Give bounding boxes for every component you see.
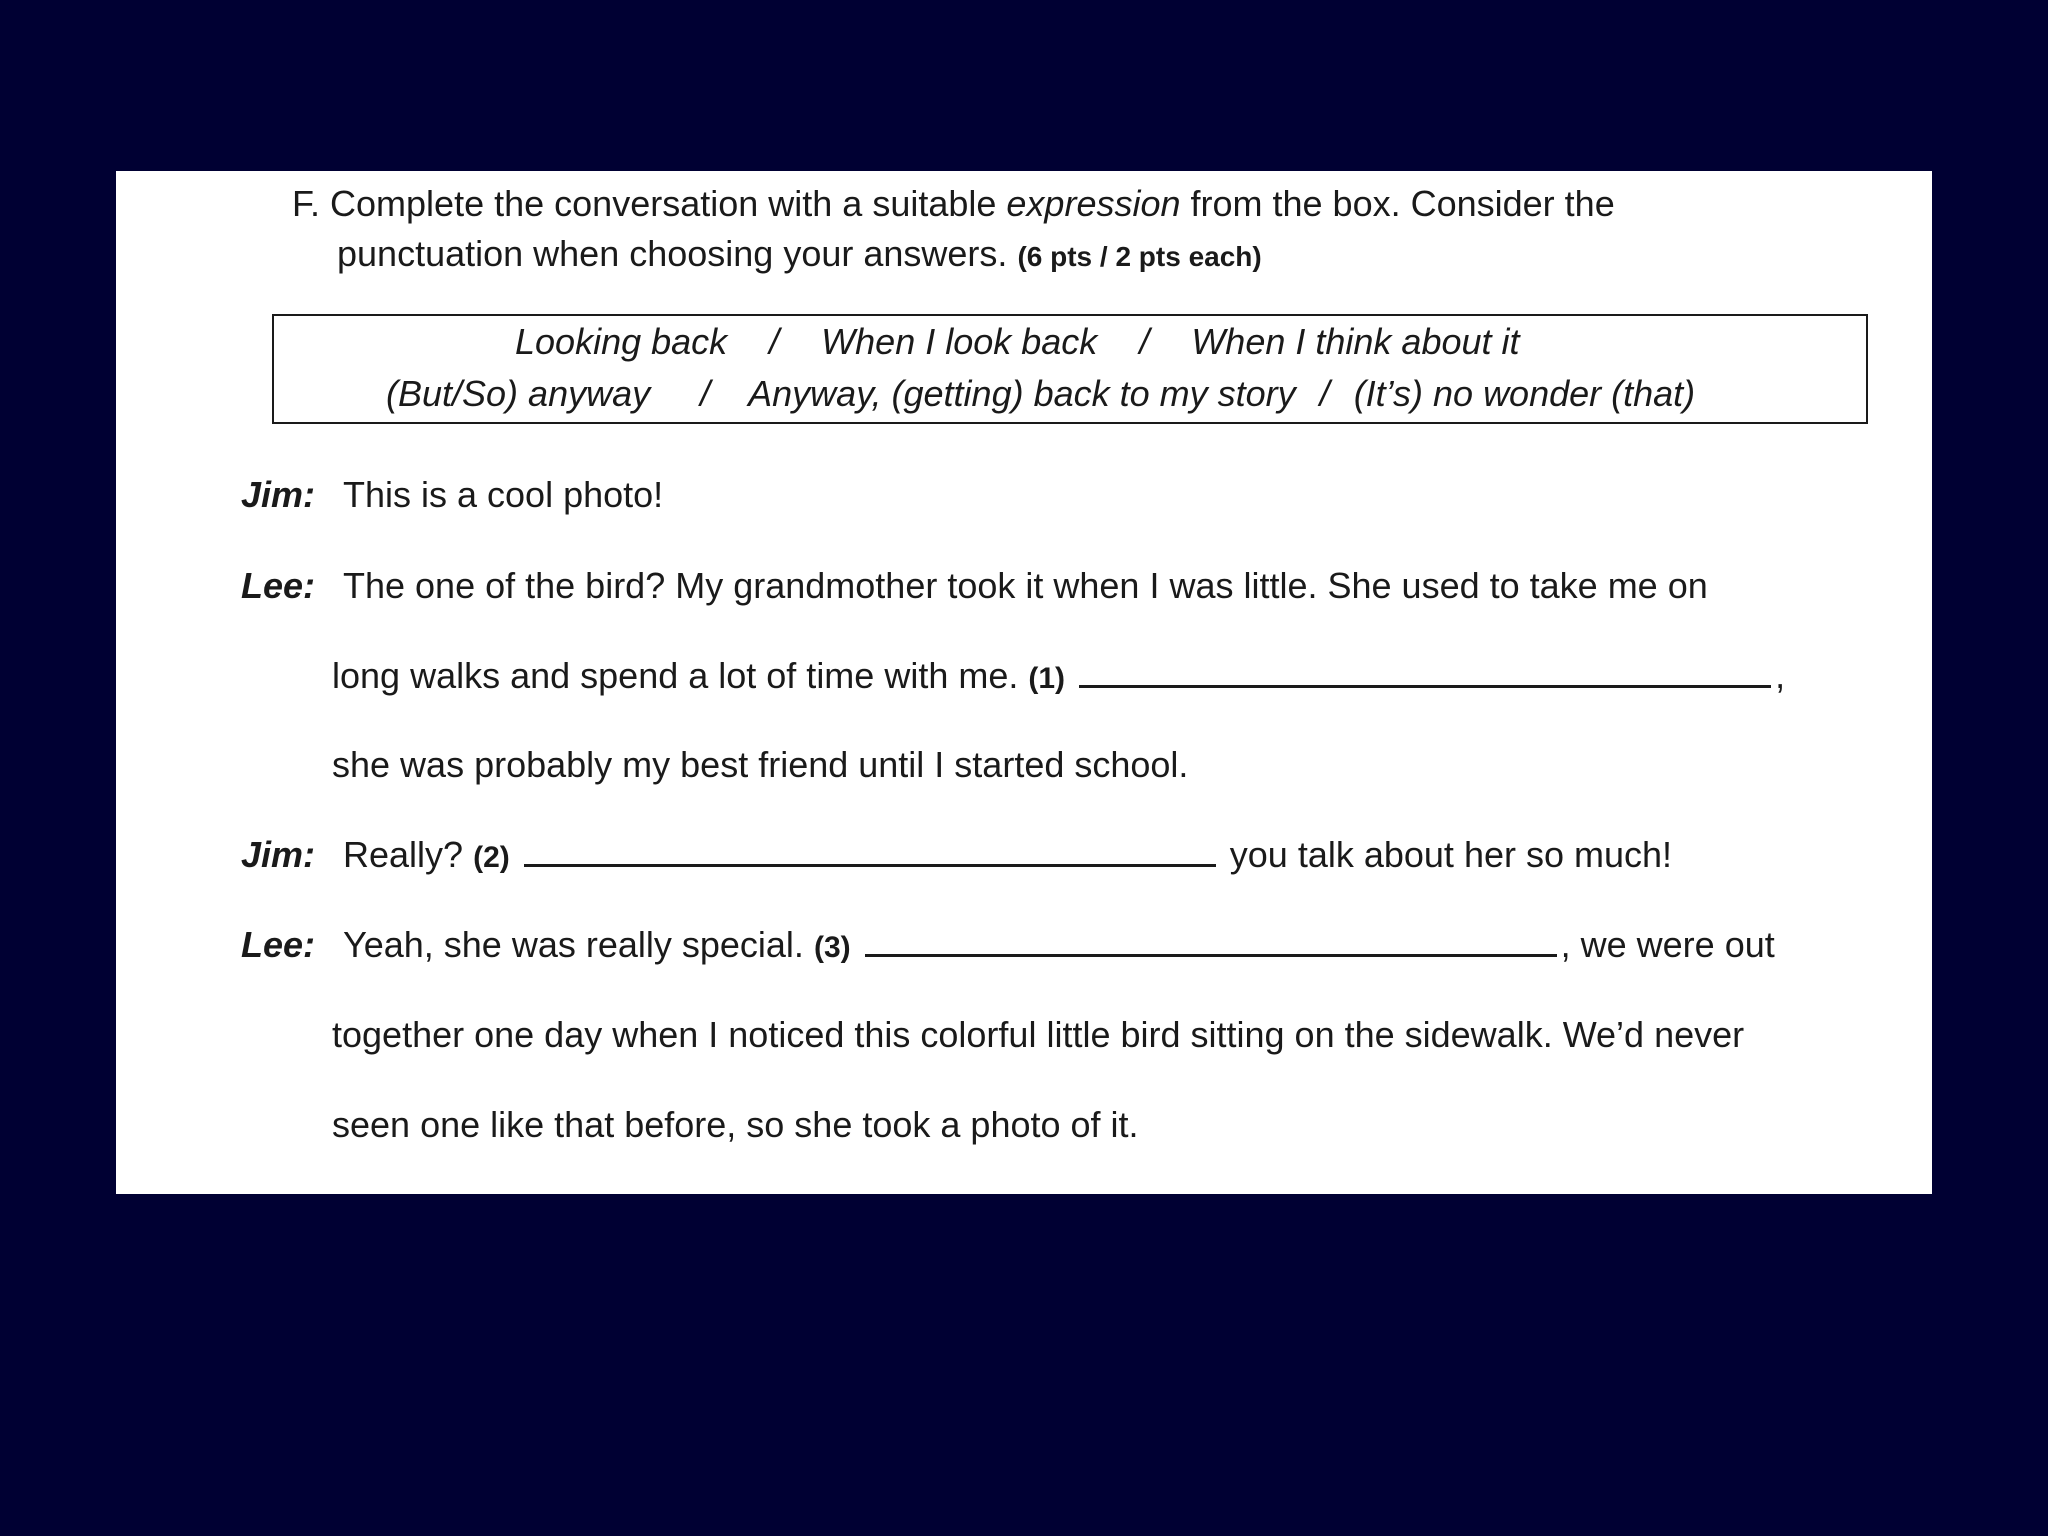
dialogue-text: , we were out — [1560, 924, 1775, 965]
dialogue-text: long walks and spend a lot of time with me. — [332, 655, 1019, 696]
expression-item: When I think about it — [1191, 321, 1520, 362]
dialogue-line-lee-1 — [241, 564, 1708, 608]
instruction-text: Complete the conversation with a suitable — [330, 183, 1007, 224]
blank-number-2: (2) — [473, 841, 510, 874]
points-label: (6 pts / 2 pts each) — [1017, 241, 1262, 272]
dialogue-text: The one of the bird? My grandmother took it when I was little. She used to take me on — [343, 565, 1708, 606]
speaker-label-jim: Jim: — [241, 474, 316, 515]
expression-separator: / — [1319, 373, 1330, 414]
dialogue-text: together one day when I noticed this colorful little bird sitting on the sidewalk. We’d never — [332, 1014, 1745, 1055]
expression-separator: / — [700, 373, 711, 414]
expression-item: When I look back — [821, 321, 1098, 362]
expression-box — [272, 314, 1868, 424]
instruction-line-2 — [337, 232, 1262, 279]
speaker-label-lee: Lee: — [241, 924, 316, 965]
answer-blank-2[interactable] — [524, 834, 1216, 867]
instruction-line2-text: punctuation when choosing your answers. — [337, 233, 1008, 274]
expression-separator: / — [769, 321, 780, 362]
speaker-label-lee: Lee: — [241, 565, 316, 606]
expression-item: Looking back — [515, 321, 728, 362]
section-letter: F. — [292, 183, 321, 224]
blank-number-1: (1) — [1028, 662, 1066, 695]
dialogue-line-jim-1 — [241, 473, 663, 517]
dialogue-text: seen one like that before, so she took a photo of it. — [332, 1104, 1139, 1145]
dialogue-line-lee-1c — [332, 743, 1188, 787]
dialogue-line-jim-2 — [241, 833, 1672, 880]
answer-blank-1[interactable] — [1079, 655, 1771, 688]
expression-item: Anyway, (getting) back to my story — [748, 373, 1296, 414]
speaker-label-jim: Jim: — [241, 834, 316, 875]
dialogue-line-lee-1b — [332, 654, 1785, 701]
dialogue-text: , — [1775, 655, 1786, 696]
dialogue-text: she was probably my best friend until I started school. — [332, 744, 1189, 785]
dialogue-text: This is a cool photo! — [343, 474, 664, 515]
expression-row-2 — [386, 372, 1695, 416]
worksheet-page — [116, 171, 1932, 1194]
expression-row-1 — [515, 320, 1520, 364]
dialogue-text: you talk about her so much! — [1229, 834, 1673, 875]
dialogue-line-lee-2b — [332, 1013, 1744, 1057]
instruction-emphasis: expression — [1006, 183, 1181, 224]
dialogue-line-lee-2 — [241, 923, 1775, 970]
blank-number-3: (3) — [813, 931, 851, 964]
dialogue-text: Yeah, she was really special. — [343, 924, 804, 965]
expression-item: (But/So) anyway — [386, 373, 651, 414]
dialogue-text: Really? — [343, 834, 464, 875]
instruction-text-after: from the box. Consider the — [1180, 183, 1615, 224]
instruction-line-1 — [292, 182, 1615, 226]
expression-separator: / — [1139, 321, 1150, 362]
dialogue-line-lee-2c — [332, 1103, 1139, 1147]
expression-item: (It’s) no wonder (that) — [1353, 373, 1696, 414]
answer-blank-3[interactable] — [865, 924, 1557, 957]
